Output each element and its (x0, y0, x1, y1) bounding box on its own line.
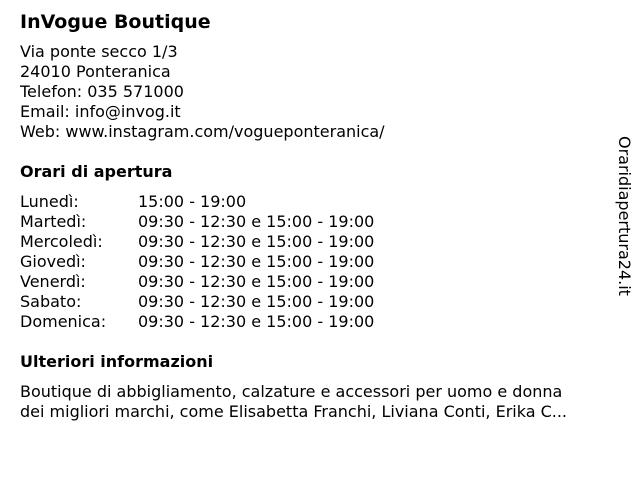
hours-table (20, 192, 610, 332)
brand-watermark-text: Oraridiapertura24.it (615, 136, 634, 296)
hours-row-sunday (20, 312, 610, 332)
hours-day: Mercoledì: (20, 232, 103, 251)
web-label: Web: (20, 122, 66, 141)
hours-row-saturday (20, 292, 610, 312)
hours-day: Giovedì: (20, 252, 86, 271)
address-line-2: 24010 Ponteranica (20, 62, 171, 81)
hours-day: Venerdì: (20, 272, 86, 291)
hours-time: 09:30 - 12:30 e 15:00 - 19:00 (138, 312, 375, 331)
phone-line: Telefon: 035 571000 (20, 82, 184, 101)
business-card (20, 10, 610, 422)
web-link[interactable]: www.instagram.com/vogueponteranica/ (65, 122, 385, 141)
description-line-2: dei migliori marchi, come Elisabetta Franchi, Liviana Conti, Erika C... (20, 402, 568, 421)
web-line (20, 122, 610, 142)
hours-day: Lunedì: (20, 192, 79, 211)
email-label: Email: (20, 102, 75, 121)
brand-watermark (614, 136, 634, 312)
hours-day: Martedì: (20, 212, 87, 231)
hours-title: Orari di apertura (20, 162, 173, 181)
hours-row-friday (20, 272, 610, 292)
more-info-title: Ulteriori informazioni (20, 352, 214, 371)
hours-day: Sabato: (20, 292, 82, 311)
email-link[interactable]: info@invog.it (74, 102, 181, 121)
hours-time: 09:30 - 12:30 e 15:00 - 19:00 (138, 212, 375, 231)
hours-row-thursday (20, 252, 610, 272)
hours-row-wednesday (20, 232, 610, 252)
hours-row-tuesday (20, 212, 610, 232)
hours-time: 09:30 - 12:30 e 15:00 - 19:00 (138, 252, 375, 271)
description-line-1: Boutique di abbigliamento, calzature e accessori per uomo e donna (20, 382, 563, 401)
hours-time: 15:00 - 19:00 (138, 192, 247, 211)
hours-time: 09:30 - 12:30 e 15:00 - 19:00 (138, 232, 375, 251)
address-line-1: Via ponte secco 1/3 (20, 42, 178, 61)
hours-time: 09:30 - 12:30 e 15:00 - 19:00 (138, 272, 375, 291)
hours-row-monday (20, 192, 610, 212)
email-line (20, 102, 610, 122)
hours-day: Domenica: (20, 312, 107, 331)
hours-time: 09:30 - 12:30 e 15:00 - 19:00 (138, 292, 375, 311)
business-name: InVogue Boutique (20, 11, 211, 33)
